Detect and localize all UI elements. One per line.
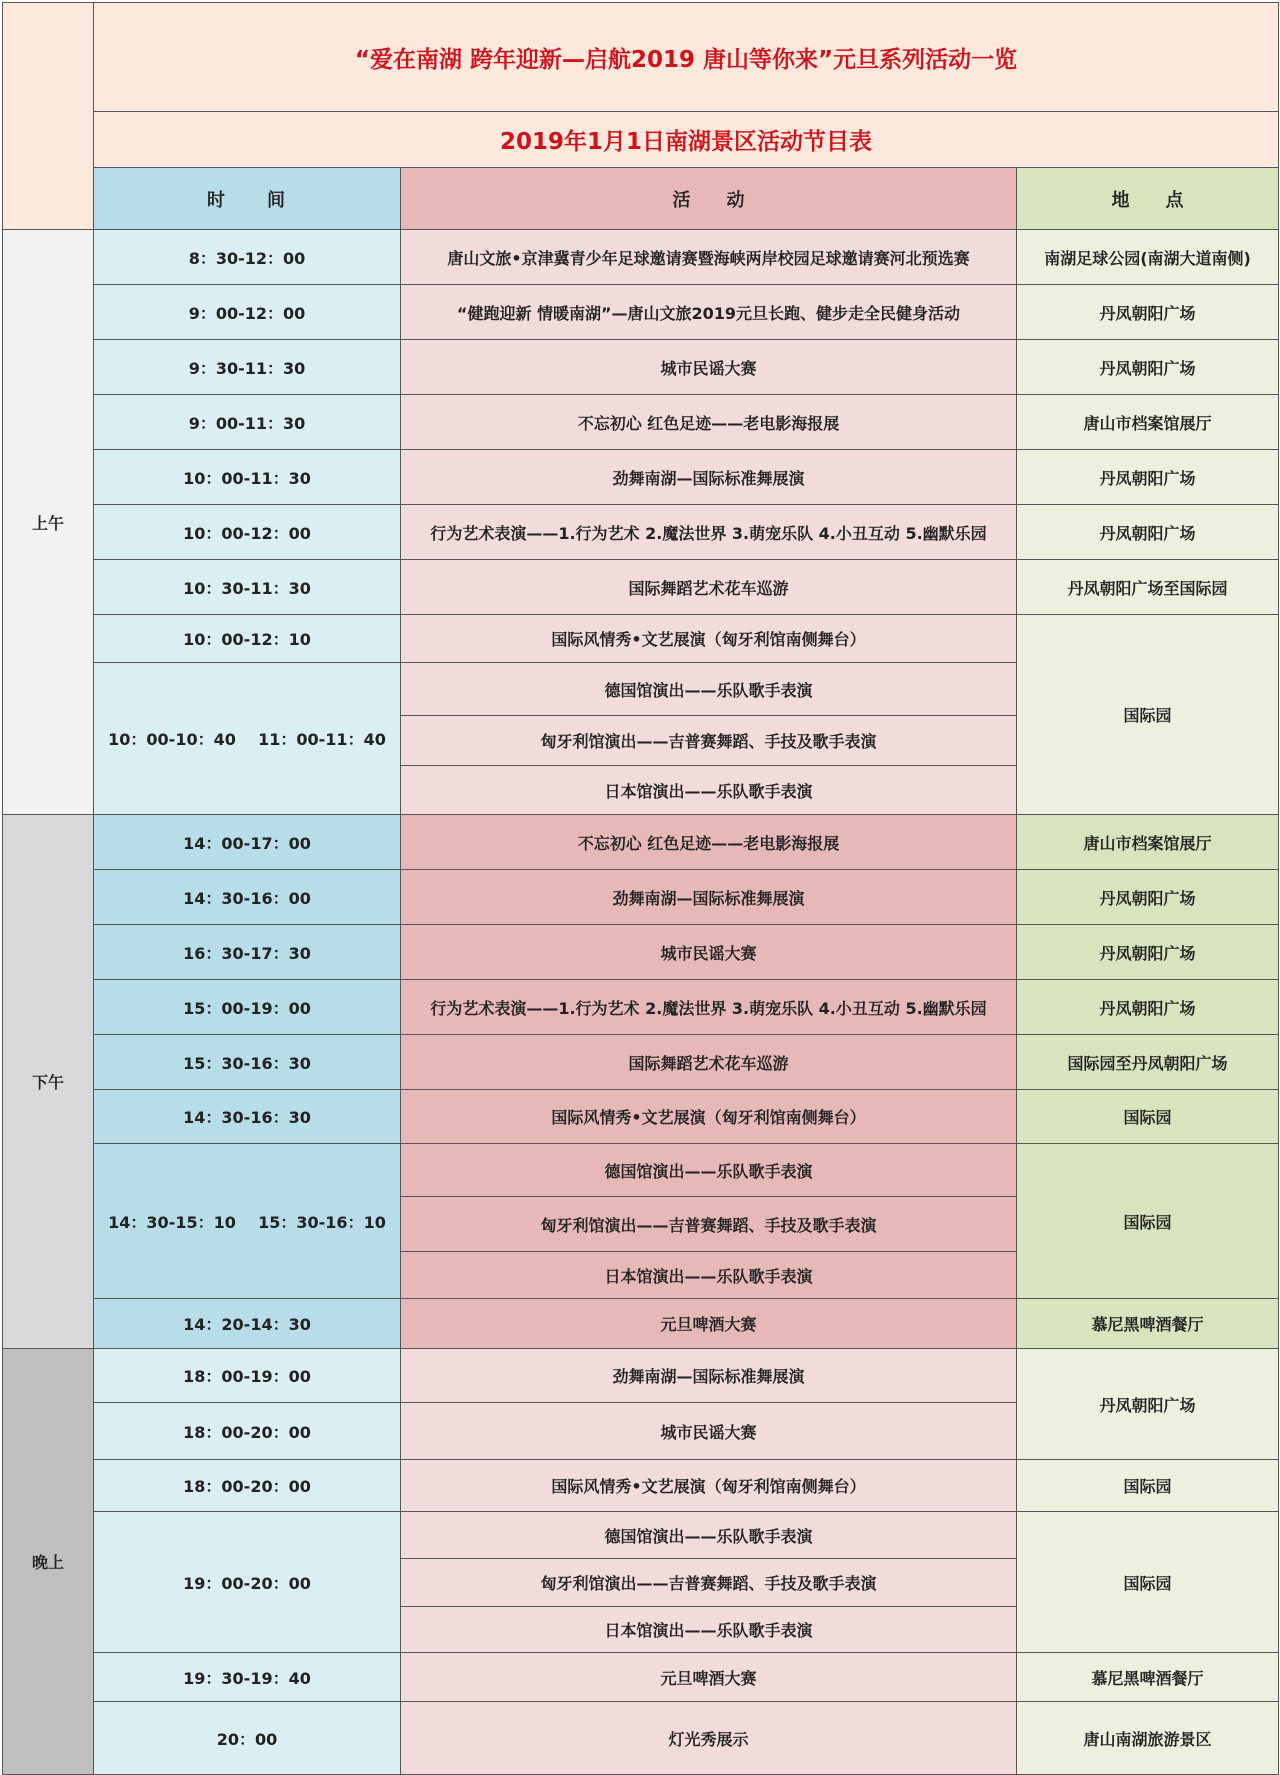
activity-cell: 劲舞南湖—国际标准舞展演 (401, 1349, 1017, 1403)
time-cell: 10：00-11：30 (94, 450, 401, 505)
table-row (3, 230, 1279, 285)
table-row (3, 1460, 1279, 1512)
location-cell: 国际园 (1017, 1090, 1279, 1144)
activity-cell: 匈牙利馆演出——吉普赛舞蹈、手技及歌手表演 (401, 716, 1017, 766)
time-cell: 9：30-11：30 (94, 340, 401, 395)
time-cell: 15：00-19：00 (94, 980, 401, 1035)
table-row (3, 1349, 1279, 1403)
location-cell: 南湖足球公园(南湖大道南侧) (1017, 230, 1279, 285)
location-cell: 慕尼黑啤酒餐厅 (1017, 1653, 1279, 1702)
time-cell: 14：20-14：30 (94, 1299, 401, 1349)
time-cell: 14：30-16：00 (94, 870, 401, 925)
header-location: 地 点 (1017, 168, 1279, 230)
time-cell: 9：00-11：30 (94, 395, 401, 450)
location-cell: 唐山市档案馆展厅 (1017, 395, 1279, 450)
location-cell: 国际园至丹凤朝阳广场 (1017, 1035, 1279, 1090)
table-row (3, 1702, 1279, 1775)
table-row (3, 1299, 1279, 1349)
activity-cell: 行为艺术表演——1.行为艺术 2.魔法世界 3.萌宠乐队 4.小丑互动 5.幽默乐园 (401, 505, 1017, 560)
location-cell: 丹凤朝阳广场 (1017, 505, 1279, 560)
location-cell: 国际园 (1017, 1512, 1279, 1653)
time-cell: 10：00-12：00 (94, 505, 401, 560)
activity-cell: 德国馆演出——乐队歌手表演 (401, 1144, 1017, 1197)
activity-cell: “健跑迎新 情暖南湖”—唐山文旅2019元旦长跑、健步走全民健身活动 (401, 285, 1017, 340)
time-cell: 10：00-12：10 (94, 615, 401, 663)
location-cell: 唐山南湖旅游景区 (1017, 1702, 1279, 1775)
location-cell: 丹凤朝阳广场至国际园 (1017, 560, 1279, 615)
header-time: 时 间 (94, 168, 401, 230)
activity-cell: 日本馆演出——乐队歌手表演 (401, 1252, 1017, 1299)
location-cell: 国际园 (1017, 1460, 1279, 1512)
time-cell: 14：30-15：10 15：30-16：10 (94, 1144, 401, 1299)
page-subtitle: 2019年1月1日南湖景区活动节目表 (94, 112, 1279, 168)
location-cell: 唐山市档案馆展厅 (1017, 815, 1279, 870)
time-cell: 10：00-10：40 11：00-11：40 (94, 663, 401, 815)
period-afternoon: 下午 (3, 815, 94, 1349)
time-cell: 8：30-12：00 (94, 230, 401, 285)
location-cell: 丹凤朝阳广场 (1017, 285, 1279, 340)
table-row (3, 615, 1279, 663)
activity-cell: 日本馆演出——乐队歌手表演 (401, 766, 1017, 815)
table-row (3, 560, 1279, 615)
activity-cell: 匈牙利馆演出——吉普赛舞蹈、手技及歌手表演 (401, 1197, 1017, 1252)
location-cell: 丹凤朝阳广场 (1017, 870, 1279, 925)
activity-cell: 德国馆演出——乐队歌手表演 (401, 663, 1017, 716)
table-row (3, 285, 1279, 340)
activity-cell: 城市民谣大赛 (401, 1403, 1017, 1460)
time-cell: 10：30-11：30 (94, 560, 401, 615)
time-cell: 18：00-19：00 (94, 1349, 401, 1403)
location-cell: 慕尼黑啤酒餐厅 (1017, 1299, 1279, 1349)
activity-cell: 国际风情秀•文艺展演（匈牙利馆南侧舞台） (401, 615, 1017, 663)
table-row (3, 1653, 1279, 1702)
activity-cell: 国际舞蹈艺术花车巡游 (401, 1035, 1017, 1090)
table-row (3, 450, 1279, 505)
activity-cell: 劲舞南湖—国际标准舞展演 (401, 450, 1017, 505)
location-cell: 国际园 (1017, 1144, 1279, 1299)
time-cell: 15：30-16：30 (94, 1035, 401, 1090)
table-row (3, 925, 1279, 980)
period-morning: 上午 (3, 230, 94, 815)
activity-cell: 唐山文旅•京津冀青少年足球邀请赛暨海峡两岸校园足球邀请赛河北预选赛 (401, 230, 1017, 285)
activity-cell: 不忘初心 红色足迹——老电影海报展 (401, 815, 1017, 870)
time-cell: 18：00-20：00 (94, 1460, 401, 1512)
table-row (3, 340, 1279, 395)
activity-cell: 行为艺术表演——1.行为艺术 2.魔法世界 3.萌宠乐队 4.小丑互动 5.幽默乐园 (401, 980, 1017, 1035)
table-row (3, 1090, 1279, 1144)
time-cell: 16：30-17：30 (94, 925, 401, 980)
table-row (3, 870, 1279, 925)
table-row (3, 1512, 1279, 1559)
time-cell: 14：30-16：30 (94, 1090, 401, 1144)
time-cell: 19：00-20：00 (94, 1512, 401, 1653)
location-cell: 丹凤朝阳广场 (1017, 925, 1279, 980)
page-title: “爱在南湖 跨年迎新—启航2019 唐山等你来”元旦系列活动一览 (94, 3, 1279, 112)
activity-cell: 国际舞蹈艺术花车巡游 (401, 560, 1017, 615)
schedule-table (2, 2, 1279, 1775)
location-cell: 丹凤朝阳广场 (1017, 450, 1279, 505)
activity-cell: 不忘初心 红色足迹——老电影海报展 (401, 395, 1017, 450)
time-cell: 18：00-20：00 (94, 1403, 401, 1460)
time-cell: 19：30-19：40 (94, 1653, 401, 1702)
activity-cell: 劲舞南湖—国际标准舞展演 (401, 870, 1017, 925)
table-row (3, 1035, 1279, 1090)
activity-cell: 城市民谣大赛 (401, 340, 1017, 395)
activity-cell: 灯光秀展示 (401, 1702, 1017, 1775)
time-cell: 20：00 (94, 1702, 401, 1775)
header-activity: 活 动 (401, 168, 1017, 230)
activity-cell: 国际风情秀•文艺展演（匈牙利馆南侧舞台） (401, 1460, 1017, 1512)
activity-cell: 匈牙利馆演出——吉普赛舞蹈、手技及歌手表演 (401, 1559, 1017, 1607)
table-row (3, 815, 1279, 870)
corner-cell (3, 3, 94, 230)
location-cell: 丹凤朝阳广场 (1017, 1349, 1279, 1460)
location-cell: 丹凤朝阳广场 (1017, 980, 1279, 1035)
table-row (3, 1144, 1279, 1197)
table-row (3, 395, 1279, 450)
activity-cell: 元旦啤酒大赛 (401, 1299, 1017, 1349)
activity-cell: 德国馆演出——乐队歌手表演 (401, 1512, 1017, 1559)
table-row (3, 980, 1279, 1035)
activity-cell: 日本馆演出——乐队歌手表演 (401, 1607, 1017, 1653)
activity-cell: 元旦啤酒大赛 (401, 1653, 1017, 1702)
table-row (3, 505, 1279, 560)
activity-cell: 城市民谣大赛 (401, 925, 1017, 980)
period-evening: 晚上 (3, 1349, 94, 1775)
time-cell: 9：00-12：00 (94, 285, 401, 340)
activity-cell: 国际风情秀•文艺展演（匈牙利馆南侧舞台） (401, 1090, 1017, 1144)
time-cell: 14：00-17：00 (94, 815, 401, 870)
location-cell: 丹凤朝阳广场 (1017, 340, 1279, 395)
location-cell: 国际园 (1017, 615, 1279, 815)
